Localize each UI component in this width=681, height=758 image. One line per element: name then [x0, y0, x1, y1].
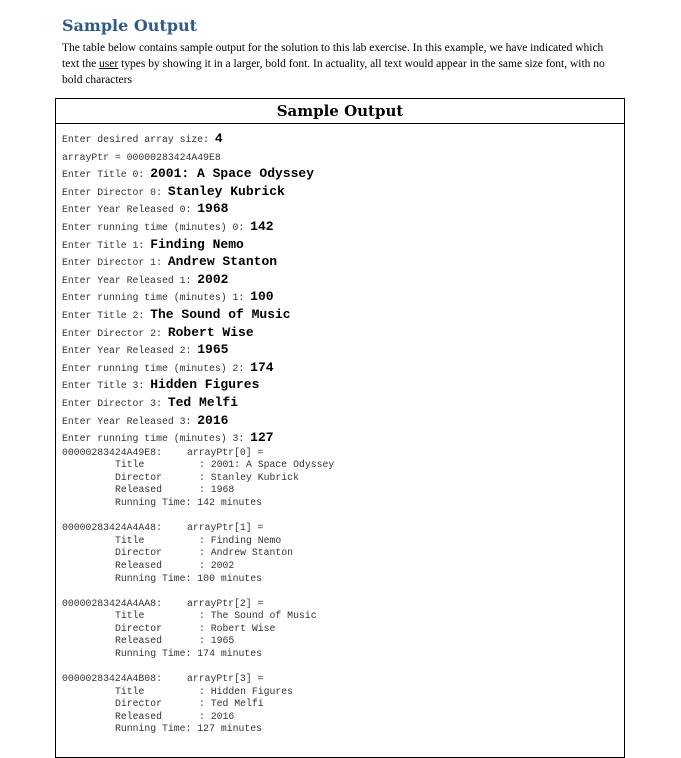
- record-block: [62, 673, 624, 736]
- field-value: : 1965: [199, 635, 235, 647]
- user-input: 142: [250, 218, 274, 234]
- console-line: [62, 324, 624, 342]
- console-prompt: Enter running time (minutes) 0:: [62, 221, 251, 233]
- console-prompt: Enter Director 3:: [62, 397, 168, 409]
- record-pointer: arrayPtr[2] =: [187, 597, 264, 609]
- record-field-title: [62, 535, 624, 548]
- user-input: 100: [250, 289, 274, 305]
- console-line: [62, 200, 624, 218]
- user-input: 174: [250, 359, 274, 375]
- user-input: 127: [250, 430, 274, 446]
- user-input: The Sound of Music: [150, 306, 291, 322]
- user-input: Andrew Stanton: [167, 254, 278, 270]
- running-time-value: Running Time: 100 minutes: [115, 572, 262, 584]
- field-label: Released: [115, 559, 163, 571]
- console-prompt: arrayPtr = 00000283424A49E8: [62, 151, 221, 163]
- field-value: : The Sound of Music: [199, 610, 317, 622]
- user-input: 1968: [197, 201, 229, 217]
- record-field-title: [62, 610, 624, 623]
- console-line: [62, 130, 624, 148]
- record-gap: [62, 661, 624, 674]
- user-input: Hidden Figures: [150, 377, 260, 393]
- console-prompt: Enter Director 2:: [62, 327, 168, 339]
- field-label: Director: [115, 547, 163, 559]
- record-field-released: [62, 560, 624, 573]
- record-field-director: [62, 698, 624, 711]
- record-address: 00000283424A4AA8:: [62, 597, 162, 609]
- user-input: 2016: [197, 412, 229, 428]
- record-field-title: [62, 459, 624, 472]
- record-field-title: [62, 686, 624, 699]
- section-heading: Sample Output: [62, 16, 198, 35]
- running-time-value: Running Time: 127 minutes: [115, 723, 262, 735]
- console-line: [62, 341, 624, 359]
- user-input: 2001: A Space Odyssey: [150, 166, 315, 182]
- field-value: : 1968: [199, 484, 235, 496]
- running-time-value: Running Time: 174 minutes: [115, 648, 262, 659]
- console-prompt: Enter running time (minutes) 2:: [62, 362, 251, 374]
- console-line: [62, 359, 624, 377]
- field-value: : Finding Nemo: [199, 534, 282, 546]
- console-output: [56, 124, 624, 736]
- console-line: [62, 412, 624, 430]
- user-input: 1965: [197, 342, 229, 358]
- user-input: Robert Wise: [167, 324, 254, 340]
- console-line: [62, 236, 624, 254]
- intro-text-2: types by showing it in a larger, bold font. In actuality, all text would appear in the same size font, with no bold characters: [62, 58, 605, 86]
- console-line: [62, 148, 624, 166]
- record-gap: [62, 510, 624, 523]
- field-label: Title: [115, 459, 145, 471]
- field-label: Released: [115, 635, 163, 647]
- field-label: Released: [115, 710, 163, 722]
- console-prompt: Enter Year Released 3:: [62, 415, 198, 427]
- record-address: 00000283424A4B08:: [62, 673, 162, 685]
- user-input: Stanley Kubrick: [167, 183, 285, 199]
- console-line: [62, 183, 624, 201]
- console-prompt: Enter Director 0:: [62, 186, 168, 198]
- record-header: [62, 598, 624, 611]
- record-list: [62, 447, 624, 736]
- record-field-director: [62, 547, 624, 560]
- console-line: [62, 429, 624, 447]
- console-line: [62, 288, 624, 306]
- record-gap: [62, 585, 624, 598]
- user-input: 4: [214, 131, 223, 146]
- record-running-time: [62, 723, 624, 736]
- record-pointer: arrayPtr[0] =: [187, 446, 264, 458]
- field-value: : Stanley Kubrick: [199, 471, 299, 483]
- console-line: [62, 306, 624, 324]
- console-prompt: Enter Year Released 1:: [62, 274, 198, 286]
- table-header: Sample Output: [56, 99, 624, 124]
- console-line: [62, 394, 624, 412]
- record-running-time: [62, 573, 624, 586]
- record-field-director: [62, 472, 624, 485]
- console-prompt: Enter Title 1:: [62, 239, 151, 251]
- running-time-value: Running Time: 142 minutes: [115, 497, 262, 509]
- console-prompt: Enter Director 1:: [62, 257, 168, 269]
- record-block: [62, 522, 624, 585]
- console-lines: [62, 130, 624, 447]
- intro-text-1: The table below contains sample output for the solution to this lab exercise. In this example, we have indicated which text the: [62, 42, 604, 70]
- intro-underlined-word: user: [99, 58, 119, 70]
- field-label: Director: [115, 622, 163, 634]
- record-header: [62, 522, 624, 535]
- console-prompt: Enter Title 3:: [62, 380, 151, 392]
- record-running-time: [62, 497, 624, 510]
- field-value: : Hidden Figures: [199, 685, 294, 697]
- sample-output-table: [55, 98, 625, 758]
- console-prompt: Enter running time (minutes) 3:: [62, 433, 251, 445]
- console-line: [62, 218, 624, 236]
- record-header: [62, 673, 624, 686]
- console-line: [62, 253, 624, 271]
- user-input: Ted Melfi: [167, 394, 239, 410]
- field-value: : 2016: [199, 710, 235, 722]
- console-prompt: Enter Title 0:: [62, 169, 151, 181]
- record-header: [62, 447, 624, 460]
- field-label: Director: [115, 698, 163, 710]
- record-pointer: arrayPtr[3] =: [187, 673, 264, 685]
- field-value: : 2002: [199, 559, 235, 571]
- record-running-time: [62, 648, 624, 661]
- field-value: : Ted Melfi: [199, 698, 264, 710]
- field-label: Title: [115, 610, 145, 622]
- record-field-released: [62, 711, 624, 724]
- record-block: [62, 598, 624, 661]
- user-input: 2002: [197, 271, 229, 287]
- record-address: 00000283424A4A48:: [62, 522, 162, 534]
- user-input: Finding Nemo: [150, 236, 244, 252]
- record-field-released: [62, 484, 624, 497]
- console-line: [62, 376, 624, 394]
- field-value: : 2001: A Space Odyssey: [199, 459, 335, 471]
- record-field-released: [62, 635, 624, 648]
- record-block: [62, 447, 624, 510]
- console-line: [62, 165, 624, 183]
- console-prompt: Enter running time (minutes) 1:: [62, 292, 251, 304]
- record-address: 00000283424A49E8:: [62, 446, 162, 458]
- field-label: Director: [115, 471, 163, 483]
- console-prompt: Enter Year Released 0:: [62, 204, 198, 216]
- console-prompt: Enter Title 2:: [62, 309, 151, 321]
- field-value: : Andrew Stanton: [199, 547, 294, 559]
- intro-paragraph: [62, 40, 622, 88]
- field-label: Title: [115, 685, 145, 697]
- field-label: Title: [115, 534, 145, 546]
- record-pointer: arrayPtr[1] =: [187, 522, 264, 534]
- field-label: Released: [115, 484, 163, 496]
- field-value: : Robert Wise: [199, 622, 276, 634]
- console-line: [62, 271, 624, 289]
- console-prompt: Enter desired array size:: [62, 134, 215, 145]
- console-prompt: Enter Year Released 2:: [62, 345, 198, 357]
- record-field-director: [62, 623, 624, 636]
